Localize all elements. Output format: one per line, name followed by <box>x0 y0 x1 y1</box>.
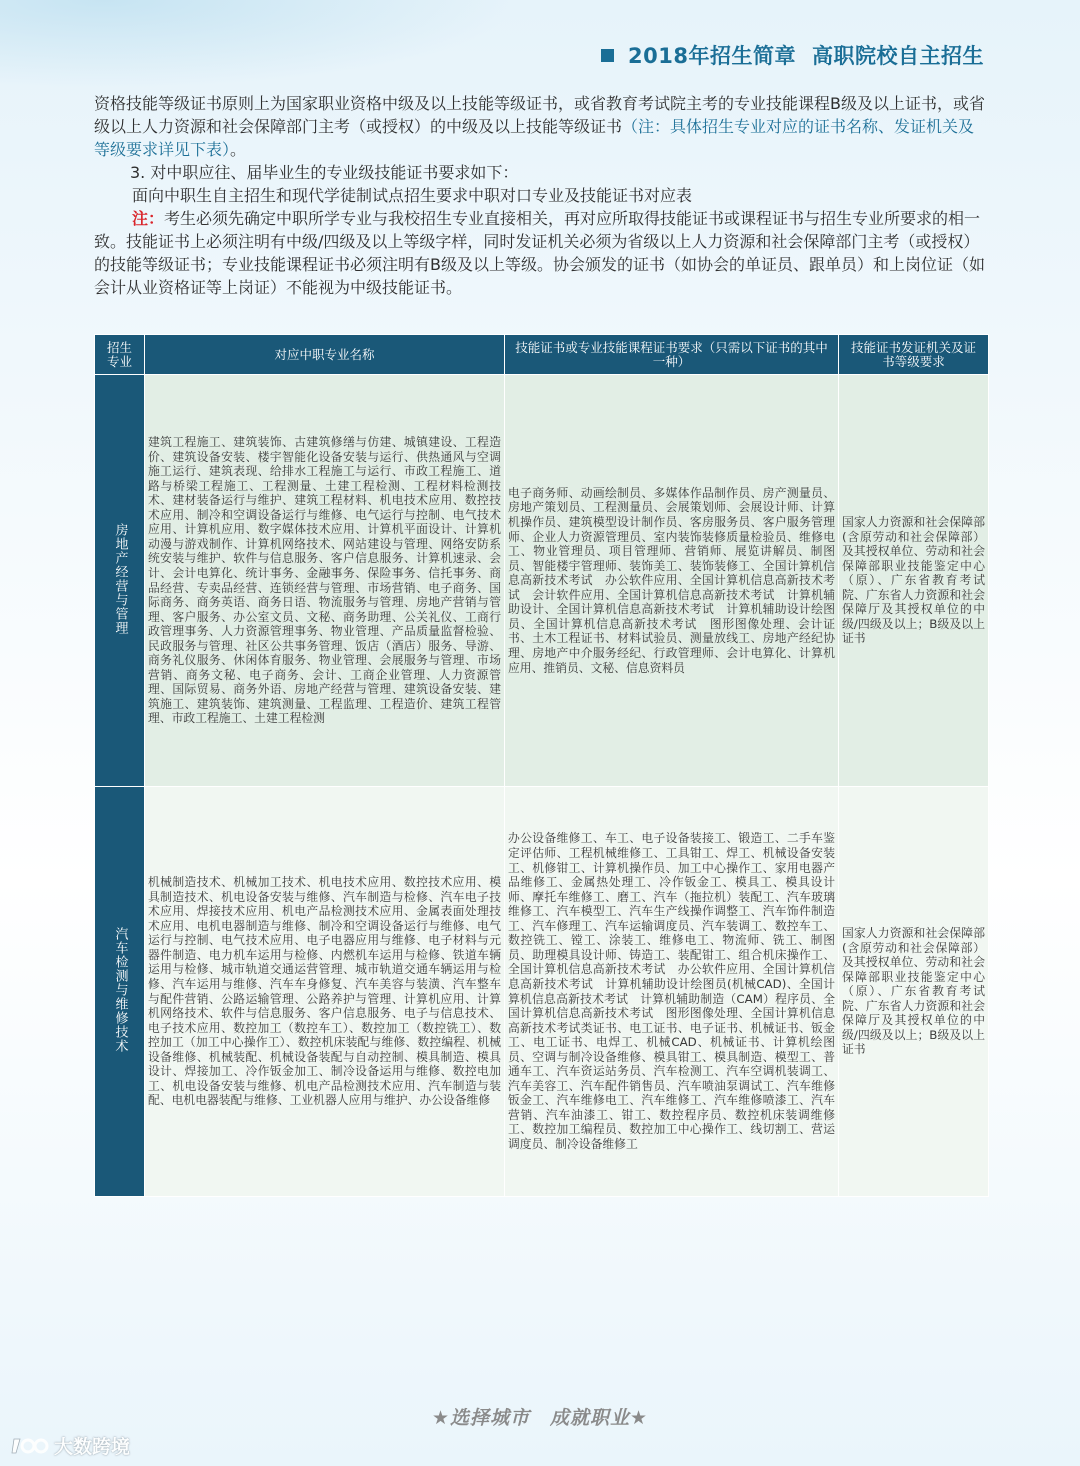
certificates-cell: 电子商务师、动画绘制员、多媒体作品制作员、房产测量员、房地产策划员、工程测量员、会展策划师、会展设计师、计算机操作员、建筑模型设计制作员、客房服务员、客户服务管理师、企业人力资源管理员、室内装饰装修质量检验员、维修电工、物业管理员、项目管理师、营销师、展览讲解员、制图员、智能楼宇管理师、装饰美工、装饰装修工、全国计算机信息高新技术考试 办公软件应用、全国计算机信息高新技术考试 会计软件应用、全国计算机信息高新技术考试 计算机辅助设计、全国计算机信息高新技术考试 计算机辅助设计绘图员、全国计算机信息高新技术考试 图形图像处理、会计证书、土木工程证书、材料试验员、测量放线工、房地产经纪协理、房地产中介服务经纪、行政管理师、会计电算化、计算机应用、推销员、文秘、信息资料员 <box>505 375 839 787</box>
header-secondary-major: 对应中职专业名称 <box>145 335 505 375</box>
certificates-cell: 办公设备维修工、车工、电子设备装接工、锻造工、二手车鉴定评估师、工程机械维修工、工具钳工、焊工、机械设备安装工、机修钳工、计算机操作员、加工中心操作工、家用电器产品维修工、金属热处理工、冷作钣金工、模具工、模具设计师、摩托车维修工、磨工、汽车（拖拉机）装配工、汽车玻璃维修工、汽车模型工、汽车生产线操作调整工、汽车饰件制造工、汽车修理工、汽车运输调度员、汽车装调工、数控车工、数控铣工、镗工、涂装工、维修电工、物流师、铣工、制图员、助理模具设计师、铸造工、装配钳工、组合机床操作工、全国计算机信息高新技术考试 办公软件应用、全国计算机信息高新技术考试 计算机辅助设计绘图员(机械CAD)、全国计算机信息高新技术考试 计算机辅助制造（CAM）程序员、全国计算机信息高新技术考试 图形图像处理、全国计算机信息高新技术考试类证书、电工证书、电子证书、机械证书、钣金工、电工证书、电焊工、机械CAD、机械证书、计算机绘图员、空调与制冷设备维修、模具钳工、模具制造、模型工、普通车工、汽车资运站务员、汽车检测工、汽车空调机装调工、汽车美容工、汽车配件销售员、汽车喷油泵调试工、汽车维修钣金工、汽车维修电工、汽车维修工、汽车维修喷漆工、汽车营销、汽车油漆工、钳工、数控程序员、数控机床装调维修工、数控加工编程员、数控加工中心操作工、线切割工、营运调度员、制冷设备维修工 <box>505 787 839 1197</box>
secondary-major-cell: 建筑工程施工、建筑装饰、古建筑修缮与仿建、城镇建设、工程造价、建筑设备安装、楼宇智能化设备安装与运行、供热通风与空调施工运行、建筑表现、给排水工程施工与运行、市政工程施工、道路与桥梁工程施工、工程测量、土建工程检测、工程材料检测技术、建材装备运行与维护、建筑工程材料、机电技术应用、数控技术应用、制冷和空调设备运行与维修、电气运行与控制、电气技术应用、计算机应用、数字媒体技术应用、计算机平面设计、计算机动漫与游戏制作、计算机网络技术、网站建设与管理、网络安防系统安装与维护、软件与信息服务、客户信息服务、计算机速录、会计、会计电算化、统计事务、金融事务、保险事务、信托事务、商品经营、专卖品经营、连锁经营与管理、市场营销、电子商务、国际商务、商务英语、商务日语、物流服务与管理、房地产营销与管理、客户服务、办公室文员、文秘、商务助理、公关礼仪、工商行政管理事务、人力资源管理事务、物业管理、产品质量监督检验、民政服务与管理、社区公共事务管理、饭店（酒店）服务、导游、商务礼仪服务、休闲体育服务、物业管理、会展服务与管理、市场营销、商务文秘、电子商务、会计、工商企业管理、人力资源管理、国际贸易、商务外语、房地产经营与管理、建筑设备安装、建筑施工、建筑装饰、建筑测量、工程监理、工程造价、建筑工程管理、市政工程施工、土建工程检测 <box>145 375 505 787</box>
watermark-text: 大数跨境 <box>54 1436 131 1458</box>
authority-cell: 国家人力资源和社会保障部(含原劳动和社会保障部）及其授权单位、劳动和社会保障部职业技能鉴定中心（原）、广东省教育考试院、广东省人力资源和社会保障厅及其授权单位的中级/四级及以上；B级及以上证书 <box>839 375 989 787</box>
header-sub-title: 高职院校自主招生 <box>812 44 984 68</box>
watermark-logo-icon <box>10 1435 50 1457</box>
note-label: 注： <box>132 209 165 228</box>
header-certificates: 技能证书或专业技能课程证书要求（只需以下证书的其中一种） <box>505 335 839 375</box>
header-square-icon <box>601 49 614 62</box>
corner-decoration <box>0 0 520 90</box>
item-3: 3. 对中职应往、届毕业生的专业级技能证书要求如下： <box>130 163 519 182</box>
certificate-table <box>94 334 989 1197</box>
header-year-title: 2018年招生简章 <box>628 44 796 68</box>
intro-section <box>94 92 990 299</box>
table-header-row <box>95 335 989 375</box>
note-paragraph <box>94 207 990 299</box>
major-cell <box>95 787 145 1197</box>
intro-text: 资格技能等级证书原则上为国家职业资格中级及以上技能等级证书，或省教育考试院主考的专业技能课程B级及以上证书，或省级以上人力资源和社会保障部门主考（或授权）的中级及以上技能等级证书 <box>94 94 985 136</box>
watermark <box>10 1432 130 1459</box>
major-name: 汽车检测与维修技术 <box>112 926 128 1053</box>
secondary-major-cell: 机械制造技术、机械加工技术、机电技术应用、数控技术应用、模具制造技术、机电设备安装与维修、汽车制造与检修、汽车电子技术应用、焊接技术应用、机电产品检测技术应用、金属表面处理技术应用、电机电器制造与维修、制冷和空调设备运行与维修、电气运行与控制、电气技术应用、电子电器应用与维修、电子材料与元器件制造、电力机车运用与检修、内燃机车运用与检修、铁道车辆运用与检修、城市轨道交通运营管理、城市轨道交通车辆运用与检修、汽车运用与维修、汽车车身修复、汽车美容与装潢、汽车整车与配件营销、公路运输管理、公路养护与管理、计算机应用、计算机网络技术、软件与信息服务、客户信息服务、电子与信息技术、电子技术应用、数控加工（数控车工）、数控加工（数控铣工）、数控加工（加工中心操作工）、数控机床装配与维修、数控编程、机械设备维修、机械装配、机械设备装配与自动控制、模具制造、模具设计、焊接加工、冷作钣金加工、制冷设备运用与维修、数控电加工、机电设备安装与维修、机电产品检测技术应用、汽车制造与装配、电机电器装配与维修、工业机器人应用与维护、办公设备维修 <box>145 787 505 1197</box>
header-authority: 技能证书发证机关及证书等级要求 <box>839 335 989 375</box>
table-row <box>95 375 989 787</box>
intro-paragraph <box>94 92 990 161</box>
table-row <box>95 787 989 1197</box>
major-name: 房地产经营与管理 <box>112 522 128 635</box>
footer-slogan: ★选择城市 成就职业★ <box>431 1407 649 1429</box>
major-cell <box>95 375 145 787</box>
authority-cell: 国家人力资源和社会保障部(含原劳动和社会保障部）及其授权单位、劳动和社会保障部职业技能鉴定中心（原）、广东省教育考试院、广东省人力资源和社会保障厅及其授权单位的中级/四级及以上；B级及以上证书 <box>839 787 989 1197</box>
table-caption: 面向中职生自主招生和现代学徒制试点招生要求中职对口专业及技能证书对应表 <box>132 186 693 205</box>
note-text: 考生必须先确定中职所学专业与我校招生专业直接相关，再对应所取得技能证书或课程证书与招生专业所要求的相一致。技能证书上必须注明有中级/四级及以上等级字样，同时发证机关必须为省级以上人力资源和社会保障部门主考（或授权）的技能等级证书；专业技能课程证书必须注明有B级及以上等级。协会颁发的证书（如协会的单证员、跟单员）和上岗位证（如会计从业资格证等上岗证）不能视为中级技能证书。 <box>94 209 985 297</box>
intro-end: 。 <box>230 140 247 159</box>
header-major: 招生专业 <box>95 335 145 375</box>
page-header <box>601 38 984 72</box>
intro-highlight: （注：具体招生专业对应的证书名称、发证机关及等级要求详见下表） <box>94 117 975 159</box>
